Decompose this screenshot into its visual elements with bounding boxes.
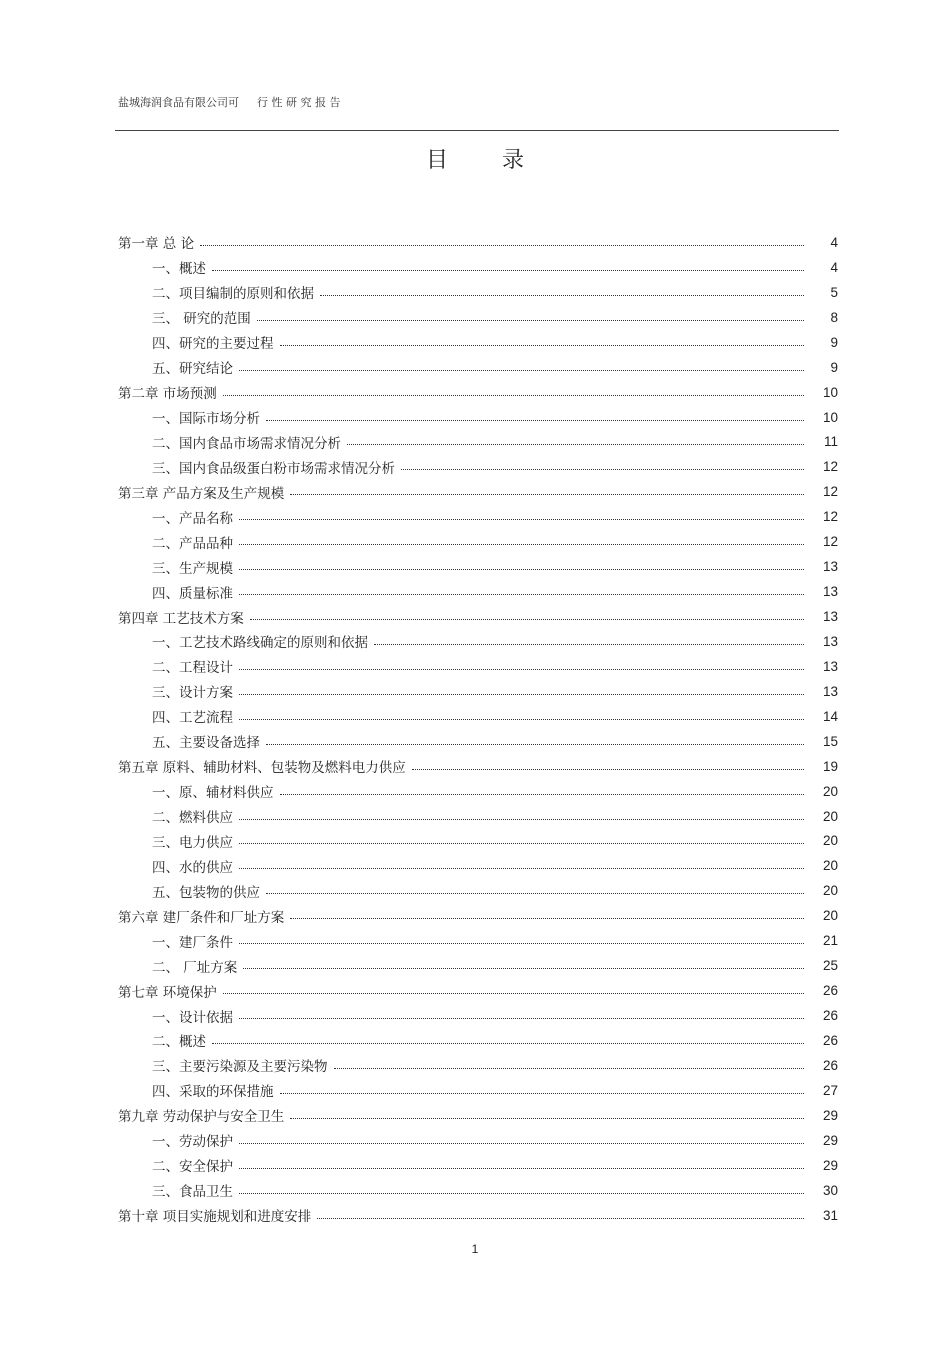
toc-entry-label: 三、食品卫生 bbox=[152, 1184, 233, 1201]
toc-entry-label: 四、工艺流程 bbox=[152, 710, 233, 727]
running-header bbox=[118, 94, 340, 110]
toc-chapter-entry[interactable] bbox=[118, 754, 838, 779]
toc-dot-leader bbox=[317, 1218, 804, 1219]
toc-entry-label: 第一章 总 论 bbox=[118, 236, 195, 253]
table-of-contents bbox=[118, 230, 838, 1228]
toc-entry-label: 四、质量标准 bbox=[152, 585, 233, 602]
toc-dot-leader bbox=[266, 893, 804, 894]
toc-chapter-entry[interactable] bbox=[118, 604, 838, 629]
toc-dot-leader bbox=[250, 619, 804, 620]
toc-entry-label: 一、设计依据 bbox=[152, 1009, 233, 1026]
toc-dot-leader bbox=[239, 694, 804, 695]
toc-section-entry[interactable] bbox=[118, 280, 838, 305]
toc-dot-leader bbox=[239, 669, 804, 670]
toc-entry-page: 31 bbox=[822, 1207, 838, 1223]
toc-dot-leader bbox=[212, 1043, 804, 1044]
toc-chapter-entry[interactable] bbox=[118, 978, 838, 1003]
toc-section-entry[interactable] bbox=[118, 1078, 838, 1103]
toc-entry-page: 10 bbox=[822, 409, 838, 425]
toc-entry-page: 8 bbox=[830, 309, 838, 325]
toc-entry-label: 三、国内食品级蛋白粉市场需求情况分析 bbox=[152, 460, 395, 477]
toc-entry-page: 26 bbox=[822, 983, 838, 999]
toc-entry-label: 第三章 产品方案及生产规模 bbox=[118, 485, 285, 502]
toc-entry-page: 14 bbox=[822, 708, 838, 724]
toc-section-entry[interactable] bbox=[118, 853, 838, 878]
toc-entry-label: 一、产品名称 bbox=[152, 510, 233, 527]
toc-entry-page: 19 bbox=[822, 758, 838, 774]
toc-entry-page: 10 bbox=[822, 384, 838, 400]
toc-entry-page: 9 bbox=[830, 359, 838, 375]
toc-entry-label: 三、主要污染源及主要污染物 bbox=[152, 1059, 328, 1076]
toc-dot-leader bbox=[239, 370, 804, 371]
toc-entry-label: 四、研究的主要过程 bbox=[152, 336, 274, 353]
toc-entry-page: 20 bbox=[822, 858, 838, 874]
toc-section-entry[interactable] bbox=[118, 1153, 838, 1178]
toc-section-entry[interactable] bbox=[118, 355, 838, 380]
toc-chapter-entry[interactable] bbox=[118, 230, 838, 255]
toc-section-entry[interactable] bbox=[118, 430, 838, 455]
toc-dot-leader bbox=[223, 993, 804, 994]
page-number: 1 bbox=[471, 1242, 479, 1256]
toc-entry-page: 25 bbox=[822, 958, 838, 974]
toc-section-entry[interactable] bbox=[118, 305, 838, 330]
toc-entry-label: 一、建厂条件 bbox=[152, 934, 233, 951]
toc-dot-leader bbox=[290, 918, 804, 919]
toc-entry-label: 五、包装物的供应 bbox=[152, 884, 260, 901]
toc-entry-page: 4 bbox=[830, 234, 838, 250]
toc-section-entry[interactable] bbox=[118, 255, 838, 280]
toc-dot-leader bbox=[223, 395, 804, 396]
toc-entry-page: 12 bbox=[822, 459, 838, 475]
toc-entry-label: 第四章 工艺技术方案 bbox=[118, 610, 244, 627]
toc-entry-page: 13 bbox=[822, 683, 838, 699]
toc-section-entry[interactable] bbox=[118, 729, 838, 754]
toc-dot-leader bbox=[374, 644, 804, 645]
toc-entry-page: 26 bbox=[822, 1008, 838, 1024]
toc-dot-leader bbox=[239, 594, 804, 595]
header-company: 盐城海润食品有限公司可 bbox=[118, 96, 239, 109]
toc-entry-page: 12 bbox=[822, 484, 838, 500]
toc-entry-page: 15 bbox=[822, 733, 838, 749]
toc-dot-leader bbox=[212, 270, 804, 271]
toc-entry-page: 13 bbox=[822, 633, 838, 649]
toc-entry-page: 26 bbox=[822, 1032, 838, 1048]
toc-section-entry[interactable] bbox=[118, 804, 838, 829]
toc-section-entry[interactable] bbox=[118, 529, 838, 554]
toc-dot-leader bbox=[243, 968, 804, 969]
toc-dot-leader bbox=[280, 345, 805, 346]
toc-section-entry[interactable] bbox=[118, 1128, 838, 1153]
toc-entry-page: 29 bbox=[822, 1132, 838, 1148]
toc-dot-leader bbox=[412, 769, 804, 770]
toc-entry-page: 27 bbox=[822, 1082, 838, 1098]
toc-entry-label: 三、电力供应 bbox=[152, 834, 233, 851]
toc-entry-page: 12 bbox=[822, 509, 838, 525]
toc-entry-label: 一、劳动保护 bbox=[152, 1134, 233, 1151]
toc-entry-page: 20 bbox=[822, 883, 838, 899]
toc-section-entry[interactable] bbox=[118, 405, 838, 430]
toc-entry-page: 12 bbox=[822, 534, 838, 550]
toc-entry-page: 30 bbox=[822, 1182, 838, 1198]
toc-entry-label: 二、安全保护 bbox=[152, 1159, 233, 1176]
toc-section-entry[interactable] bbox=[118, 953, 838, 978]
toc-entry-label: 二、工程设计 bbox=[152, 660, 233, 677]
toc-dot-leader bbox=[401, 469, 804, 470]
toc-section-entry[interactable] bbox=[118, 454, 838, 479]
toc-dot-leader bbox=[239, 819, 804, 820]
toc-entry-page: 20 bbox=[822, 783, 838, 799]
toc-section-entry[interactable] bbox=[118, 704, 838, 729]
toc-dot-leader bbox=[257, 320, 804, 321]
toc-dot-leader bbox=[280, 794, 805, 795]
toc-entry-page: 4 bbox=[830, 259, 838, 275]
toc-entry-label: 一、工艺技术路线确定的原则和依据 bbox=[152, 635, 368, 652]
toc-dot-leader bbox=[334, 1068, 805, 1069]
toc-entry-label: 第七章 环境保护 bbox=[118, 984, 217, 1001]
toc-entry-page: 21 bbox=[822, 933, 838, 949]
toc-entry-label: 一、国际市场分析 bbox=[152, 411, 260, 428]
toc-section-entry[interactable] bbox=[118, 1178, 838, 1203]
toc-dot-leader bbox=[280, 1093, 805, 1094]
toc-entry-page: 13 bbox=[822, 658, 838, 674]
toc-entry-label: 一、原、辅材料供应 bbox=[152, 785, 274, 802]
toc-title: 目录 bbox=[425, 148, 578, 173]
toc-dot-leader bbox=[239, 1193, 804, 1194]
header-report-type: 行 性 研 究 报 告 bbox=[257, 96, 341, 109]
toc-entry-label: 五、主要设备选择 bbox=[152, 735, 260, 752]
toc-dot-leader bbox=[239, 868, 804, 869]
toc-section-entry[interactable] bbox=[118, 654, 838, 679]
toc-section-entry[interactable] bbox=[118, 679, 838, 704]
toc-dot-leader bbox=[239, 519, 804, 520]
toc-entry-label: 第十章 项目实施规划和进度安排 bbox=[118, 1209, 312, 1226]
toc-entry-label: 第六章 建厂条件和厂址方案 bbox=[118, 909, 285, 926]
toc-section-entry[interactable] bbox=[118, 1003, 838, 1028]
toc-dot-leader bbox=[239, 569, 804, 570]
toc-dot-leader bbox=[239, 719, 804, 720]
toc-entry-label: 四、采取的环保措施 bbox=[152, 1084, 274, 1101]
toc-section-entry[interactable] bbox=[118, 878, 838, 903]
toc-entry-page: 11 bbox=[823, 434, 838, 450]
toc-entry-label: 二、项目编制的原则和依据 bbox=[152, 286, 314, 303]
toc-entry-label: 第五章 原料、辅助材料、包装物及燃料电力供应 bbox=[118, 760, 406, 777]
toc-entry-page: 29 bbox=[822, 1157, 838, 1173]
toc-section-entry[interactable] bbox=[118, 829, 838, 854]
toc-chapter-entry[interactable] bbox=[118, 1103, 838, 1128]
toc-entry-page: 29 bbox=[822, 1107, 838, 1123]
toc-entry-page: 20 bbox=[822, 833, 838, 849]
toc-entry-label: 三、 研究的范围 bbox=[152, 311, 251, 328]
toc-entry-label: 四、水的供应 bbox=[152, 859, 233, 876]
toc-entry-page: 9 bbox=[830, 334, 838, 350]
toc-entry-label: 五、研究结论 bbox=[152, 361, 233, 378]
toc-chapter-entry[interactable] bbox=[118, 903, 838, 928]
toc-dot-leader bbox=[239, 544, 804, 545]
toc-entry-label: 二、产品品种 bbox=[152, 535, 233, 552]
toc-chapter-entry[interactable] bbox=[118, 1203, 838, 1228]
toc-entry-label: 二、概述 bbox=[152, 1034, 206, 1051]
toc-entry-page: 13 bbox=[822, 559, 838, 575]
toc-entry-label: 三、生产规模 bbox=[152, 560, 233, 577]
toc-entry-page: 20 bbox=[822, 808, 838, 824]
toc-entry-page: 13 bbox=[822, 609, 838, 625]
toc-entry-label: 第二章 市场预测 bbox=[118, 386, 217, 403]
toc-entry-label: 二、 厂址方案 bbox=[152, 959, 238, 976]
toc-entry-label: 二、燃料供应 bbox=[152, 810, 233, 827]
toc-section-entry[interactable] bbox=[118, 779, 838, 804]
header-rule bbox=[115, 130, 839, 131]
toc-entry-page: 13 bbox=[822, 584, 838, 600]
toc-dot-leader bbox=[266, 744, 804, 745]
toc-section-entry[interactable] bbox=[118, 1053, 838, 1078]
toc-chapter-entry[interactable] bbox=[118, 479, 838, 504]
toc-dot-leader bbox=[239, 1168, 804, 1169]
toc-dot-leader bbox=[290, 494, 804, 495]
toc-entry-label: 一、概述 bbox=[152, 261, 206, 278]
toc-section-entry[interactable] bbox=[118, 504, 838, 529]
toc-dot-leader bbox=[239, 1143, 804, 1144]
toc-section-entry[interactable] bbox=[118, 629, 838, 654]
toc-entry-label: 第九章 劳动保护与安全卫生 bbox=[118, 1109, 285, 1126]
toc-entry-label: 二、国内食品市场需求情况分析 bbox=[152, 435, 341, 452]
toc-section-entry[interactable] bbox=[118, 330, 838, 355]
toc-dot-leader bbox=[239, 1018, 804, 1019]
toc-section-entry[interactable] bbox=[118, 1028, 838, 1053]
toc-entry-page: 26 bbox=[822, 1057, 838, 1073]
toc-entry-page: 5 bbox=[830, 284, 838, 300]
toc-entry-page: 20 bbox=[822, 908, 838, 924]
toc-chapter-entry[interactable] bbox=[118, 380, 838, 405]
toc-dot-leader bbox=[347, 444, 804, 445]
toc-dot-leader bbox=[200, 245, 804, 246]
toc-dot-leader bbox=[239, 843, 804, 844]
toc-dot-leader bbox=[320, 295, 804, 296]
toc-dot-leader bbox=[266, 420, 804, 421]
toc-entry-label: 三、设计方案 bbox=[152, 685, 233, 702]
toc-section-entry[interactable] bbox=[118, 554, 838, 579]
toc-section-entry[interactable] bbox=[118, 928, 838, 953]
toc-section-entry[interactable] bbox=[118, 579, 838, 604]
toc-dot-leader bbox=[239, 943, 804, 944]
toc-dot-leader bbox=[290, 1118, 804, 1119]
